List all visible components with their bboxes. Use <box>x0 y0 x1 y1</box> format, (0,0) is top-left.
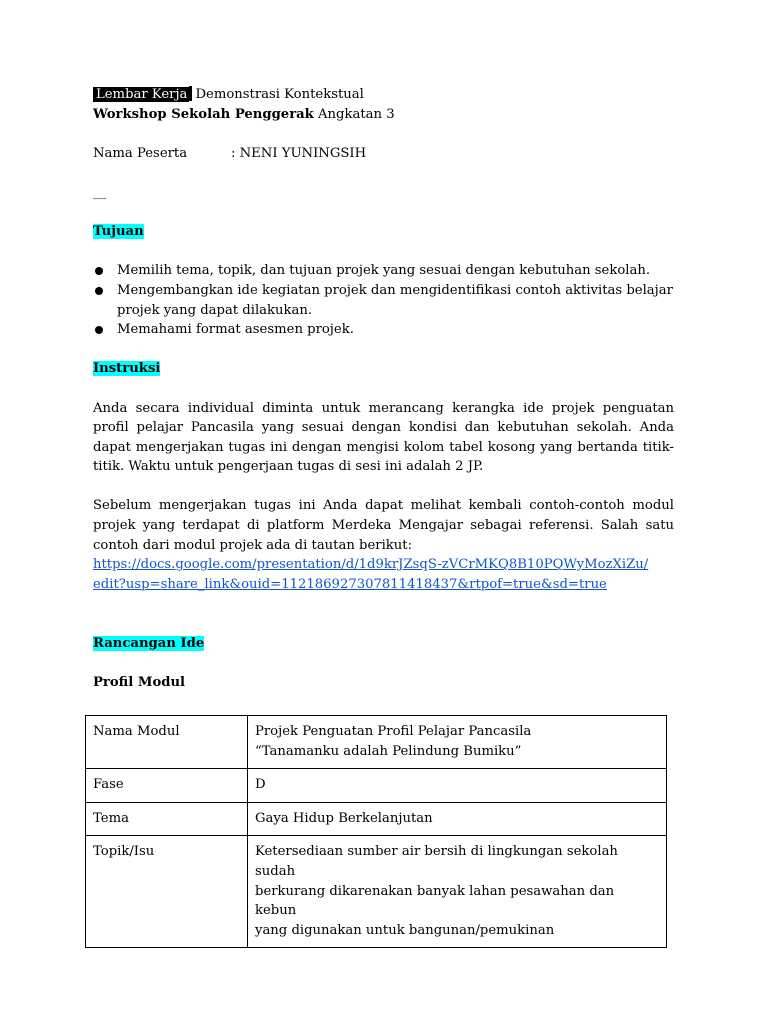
profil-modul-table <box>85 715 667 948</box>
program-name: Workshop Sekolah Penggerak <box>93 106 314 122</box>
table-value-cell: Projek Penguatan Profil Pelajar Pancasila “Tanamanku adalah Pelindung Bumiku” <box>248 716 667 769</box>
participant-name: : NENI YUNINGSIH <box>231 145 367 161</box>
table-row <box>86 802 667 836</box>
reference-link[interactable] <box>93 555 674 594</box>
list-item: Memahami format asesmen projek. <box>93 320 674 340</box>
list-item: Memilih tema, topik, dan tujuan projek yang sesuai dengan kebutuhan sekolah. <box>93 261 674 281</box>
reference-link-line-2[interactable]: edit?usp=share_link&ouid=112186927307811418437&rtpof=true&sd=true <box>93 576 607 592</box>
section-divider: __ <box>93 184 107 200</box>
program-batch: Angkatan 3 <box>318 106 395 122</box>
table-value-cell: D <box>248 769 667 803</box>
table-value-cell: Ketersediaan sumber air bersih di lingkungan sekolah sudah berkurang dikarenakan banyak lahan pesawahan dan kebun yang digunakan untuk bangunan/pemukinan <box>248 836 667 948</box>
bullet-icon <box>95 326 103 334</box>
bullet-icon <box>95 267 103 275</box>
table-row <box>86 769 667 803</box>
table-key-cell: Fase <box>86 769 248 803</box>
reference-link-line-1[interactable]: https://docs.google.com/presentation/d/1d9krJZsqS-zVCrMKQ8B10PQWyMozXiZu/ <box>93 557 649 573</box>
participant-label: Nama Peserta <box>93 145 188 161</box>
document-title <box>93 85 674 105</box>
participant-line <box>93 144 674 164</box>
tujuan-list <box>93 261 674 339</box>
text-cursor <box>189 86 192 101</box>
table-row <box>86 836 667 948</box>
table-key-cell: Nama Modul <box>86 716 248 769</box>
document-page <box>93 85 674 692</box>
instruksi-heading-line <box>93 359 674 379</box>
tujuan-heading-line <box>93 222 674 242</box>
program-line <box>93 105 674 125</box>
rancangan-heading-line <box>93 634 674 654</box>
reference-paragraph: Sebelum mengerjakan tugas ini Anda dapat melihat kembali contoh-contoh modul projek yang terdapat di platform Merdeka Mengajar sebagai referensi. Salah satu contoh dari modul projek ada di tautan berikut: <box>93 498 674 553</box>
tujuan-heading: Tujuan <box>93 224 144 240</box>
table-key-cell: Topik/Isu <box>86 836 248 948</box>
worksheet-badge: Lembar Kerja <box>93 87 189 102</box>
table-value-cell: Gaya Hidup Berkelanjutan <box>248 802 667 836</box>
table-key-cell: Tema <box>86 802 248 836</box>
instruksi-heading: Instruksi <box>93 361 161 377</box>
instruction-paragraph: Anda secara individual diminta untuk merancang kerangka ide projek penguatan profil pelajar Pancasila yang sesuai dengan kondisi dan kebutuhan sekolah. Anda dapat mengerjakan tugas ini dengan mengisi kolom tabel kosong yang bertanda titik-titik. Waktu untuk pengerjaan tugas di sesi ini adalah 2 JP. <box>93 400 674 475</box>
list-item: Mengembangkan ide kegiatan projek dan mengidentifikasi contoh aktivitas belajar projek yang dapat dilakukan. <box>93 281 674 320</box>
worksheet-subtitle: Demonstrasi Kontekstual <box>195 87 364 102</box>
table-row <box>86 716 667 769</box>
bullet-icon <box>95 287 103 295</box>
rancangan-heading: Rancangan Ide <box>93 635 205 651</box>
profil-modul-heading: Profil Modul <box>93 674 186 690</box>
